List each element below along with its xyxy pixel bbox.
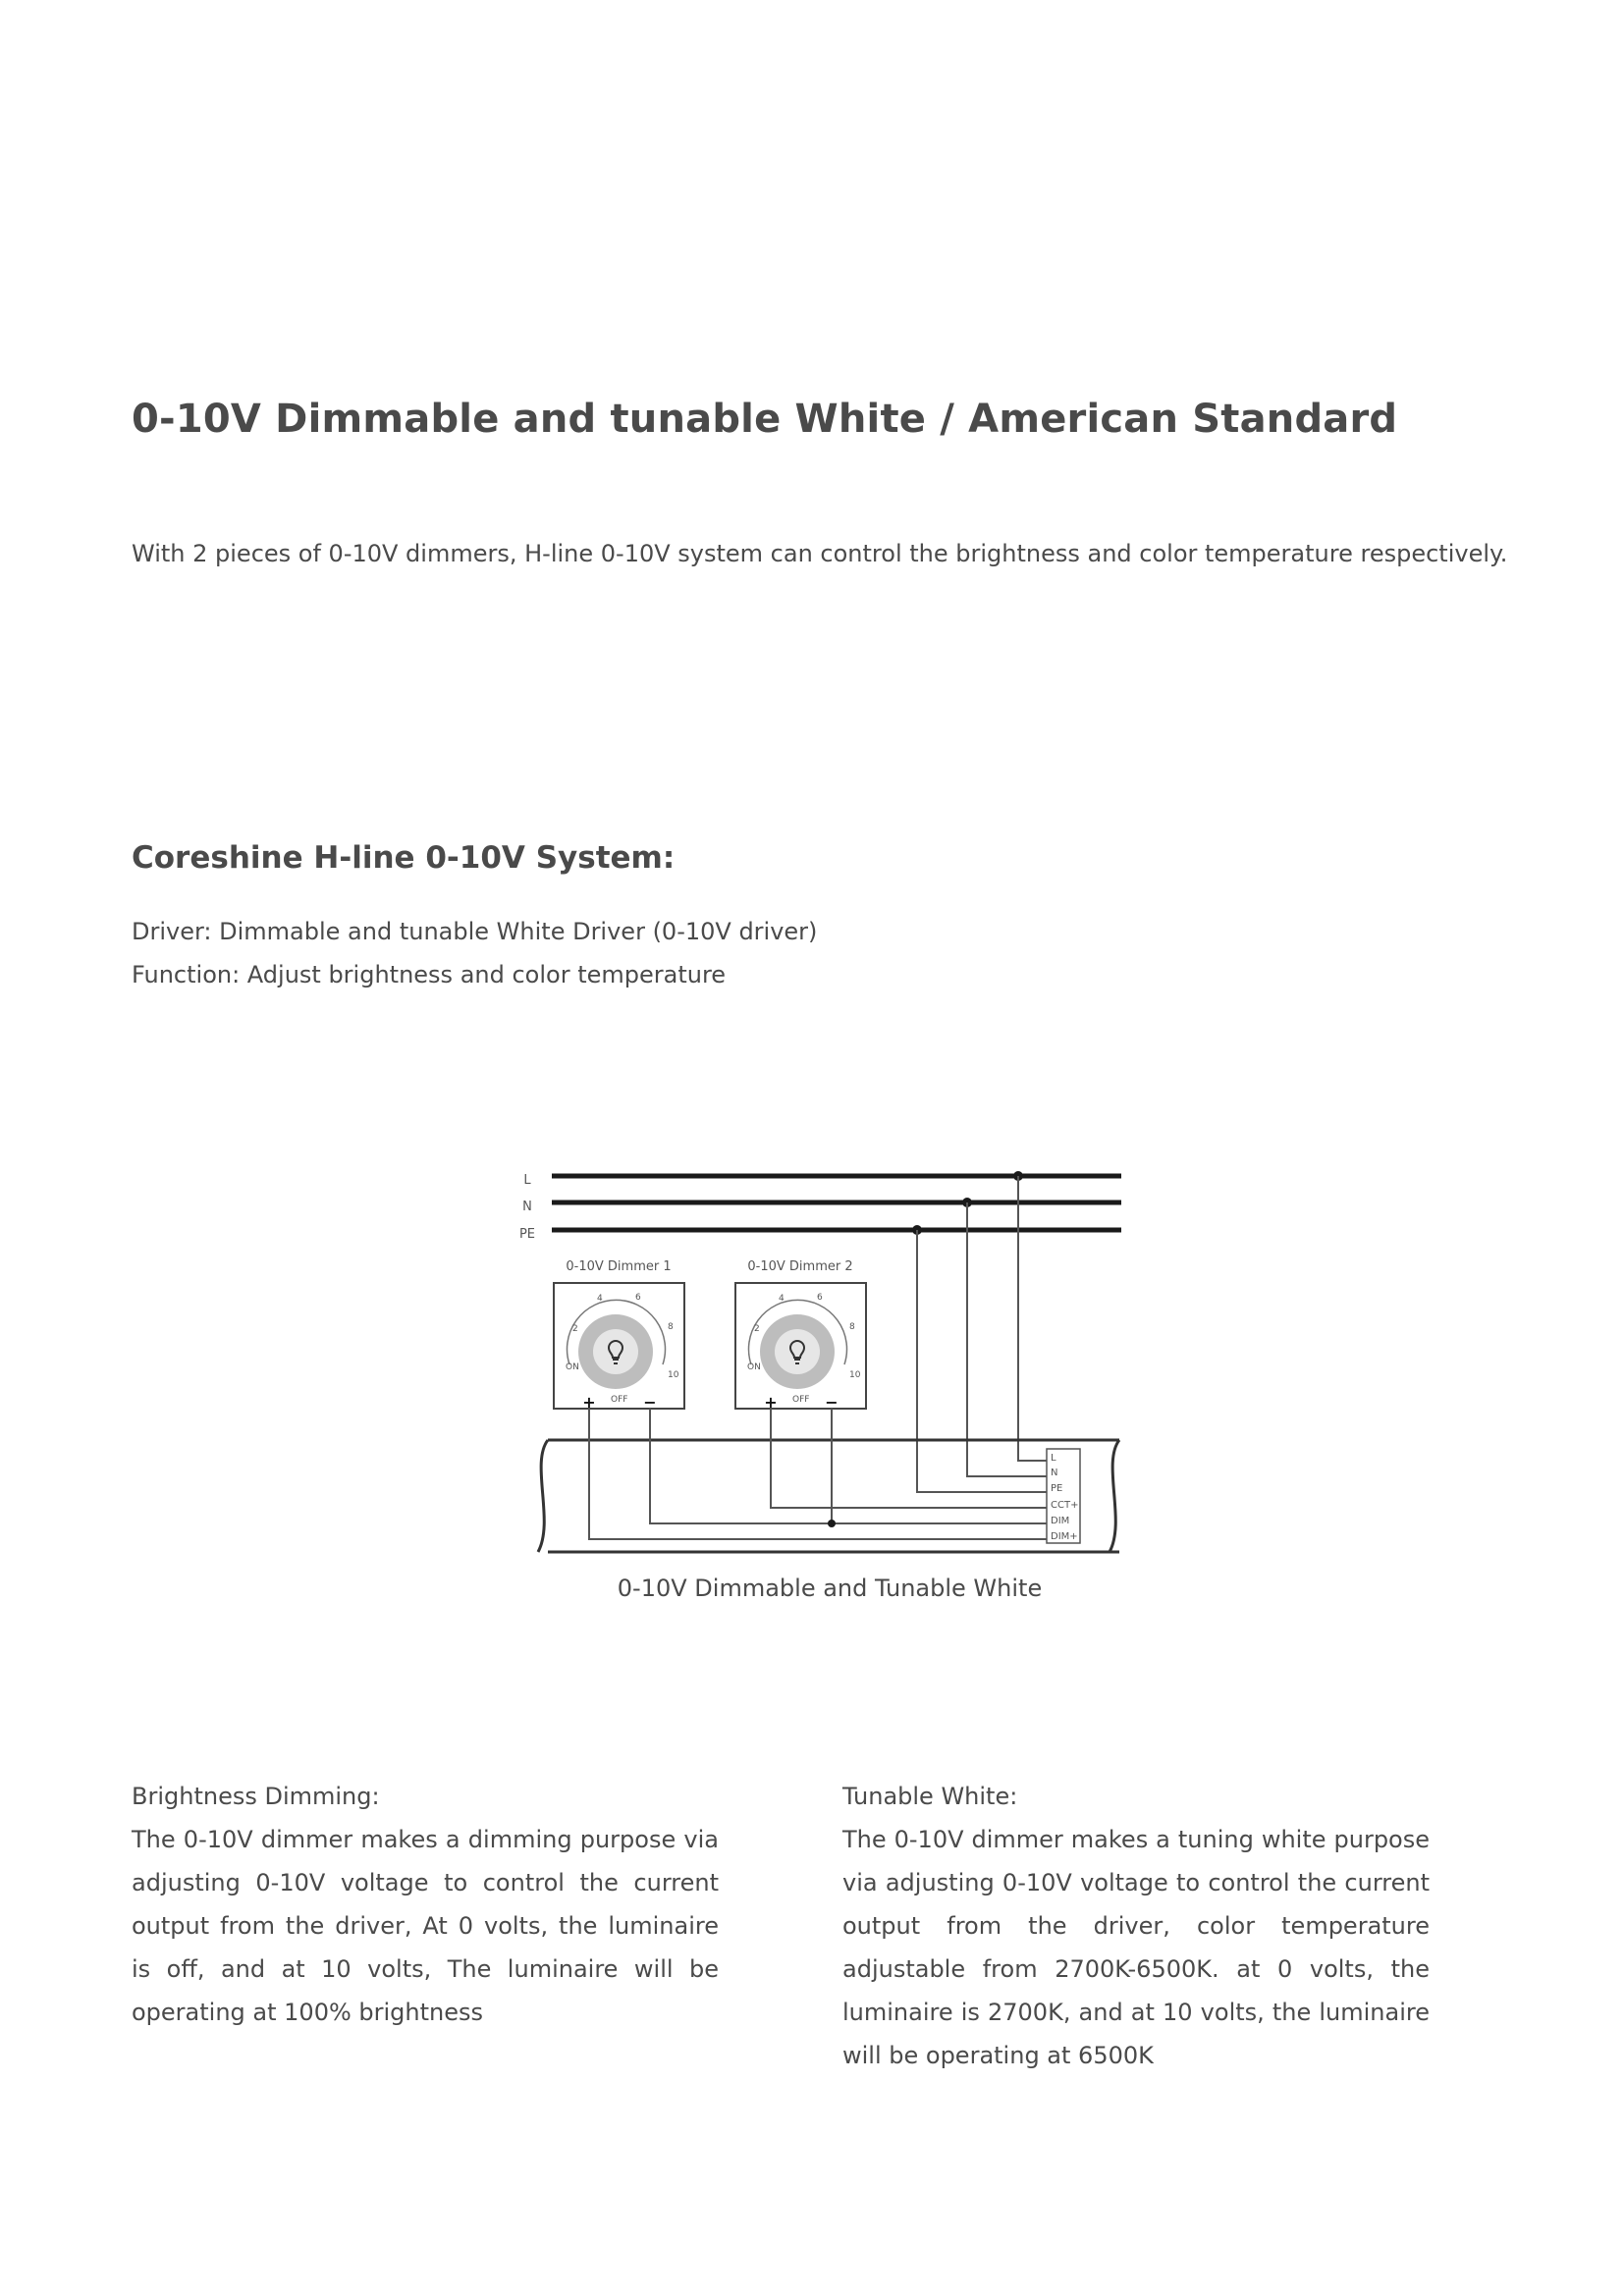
diagram-caption: 0-10V Dimmable and Tunable White — [617, 1575, 1043, 1602]
dial2-tick-4: 4 — [779, 1294, 785, 1304]
wire-n — [967, 1202, 1047, 1476]
dial2-tick-6: 6 — [817, 1293, 823, 1303]
terminal-l: L — [1051, 1453, 1056, 1464]
dial2-tick-10: 10 — [849, 1370, 861, 1380]
terminal-pe: PE — [1051, 1483, 1063, 1494]
brightness-heading: Brightness Dimming: — [132, 1783, 380, 1810]
wire-dimmer1-minus — [650, 1409, 1047, 1523]
driver-spec: Driver: Dimmable and tunable White Driver (0-10V driver) — [132, 918, 818, 945]
dimmer1-label: 0-10V Dimmer 1 — [566, 1259, 672, 1274]
dimmer2-minus: − — [825, 1393, 839, 1412]
dimmer2-label: 0-10V Dimmer 2 — [747, 1259, 853, 1274]
wire-l — [1018, 1176, 1047, 1461]
dial2-off: OFF — [792, 1395, 810, 1405]
tunable-heading: Tunable White: — [842, 1783, 1018, 1810]
page-title: 0-10V Dimmable and tunable White / American Standard — [132, 397, 1398, 442]
dial2-tick-2: 2 — [754, 1324, 760, 1334]
terminal-cct: CCT+ — [1051, 1500, 1079, 1511]
dimmer2-plus: + — [764, 1393, 778, 1412]
wire-pe — [917, 1230, 1047, 1492]
tunable-text: The 0-10V dimmer makes a tuning white purpose via adjusting 0-10V voltage to control the current output from the driver, color temperature adjustable from 2700K-6500K. at 0 volts, the luminaire is 2700K, and at 10 volts, the luminaire will be operating at 6500K — [842, 1826, 1430, 2069]
label-pe: PE — [518, 1227, 536, 1242]
label-n: N — [522, 1200, 532, 1214]
terminal-n: N — [1051, 1468, 1058, 1478]
dial1-tick-8: 8 — [668, 1322, 674, 1332]
driver-terminals — [1047, 1449, 1080, 1543]
dial2-on: ON — [747, 1362, 761, 1372]
dimmer1-plus: + — [582, 1393, 596, 1412]
dimmer1-minus: − — [643, 1393, 657, 1412]
dimmer1 — [554, 1283, 684, 1412]
dial1-tick-2: 2 — [572, 1324, 578, 1334]
terminal-dim: DIM — [1051, 1516, 1070, 1526]
terminal-dim-plus: DIM+ — [1051, 1531, 1078, 1542]
brightness-section — [132, 1775, 719, 2034]
dial1-on: ON — [566, 1362, 579, 1372]
label-l: L — [523, 1173, 531, 1188]
mains-lines — [552, 1176, 1121, 1230]
dial2-tick-8: 8 — [849, 1322, 855, 1332]
dimmer2 — [735, 1283, 866, 1412]
intro-text: With 2 pieces of 0-10V dimmers, H-line 0-10V system can control the brightness and color temperature respectively. — [132, 540, 1508, 567]
system-heading: Coreshine H-line 0-10V System: — [132, 840, 676, 876]
dial1-off: OFF — [611, 1395, 628, 1405]
dial1-tick-6: 6 — [635, 1293, 641, 1303]
dial1-tick-4: 4 — [597, 1294, 603, 1304]
dial1-tick-10: 10 — [668, 1370, 679, 1380]
tunable-section — [842, 1775, 1430, 2077]
wire-dimmer1-plus — [589, 1409, 1047, 1539]
function-spec: Function: Adjust brightness and color temperature — [132, 961, 727, 988]
brightness-text: The 0-10V dimmer makes a dimming purpose via adjusting 0-10V voltage to control the current output from the driver, At 0 volts, the luminaire is off, and at 10 volts, The luminaire will be operating at 100% brightness — [132, 1826, 719, 2026]
junction-dim — [828, 1520, 836, 1527]
luminaire-body — [538, 1440, 1119, 1552]
